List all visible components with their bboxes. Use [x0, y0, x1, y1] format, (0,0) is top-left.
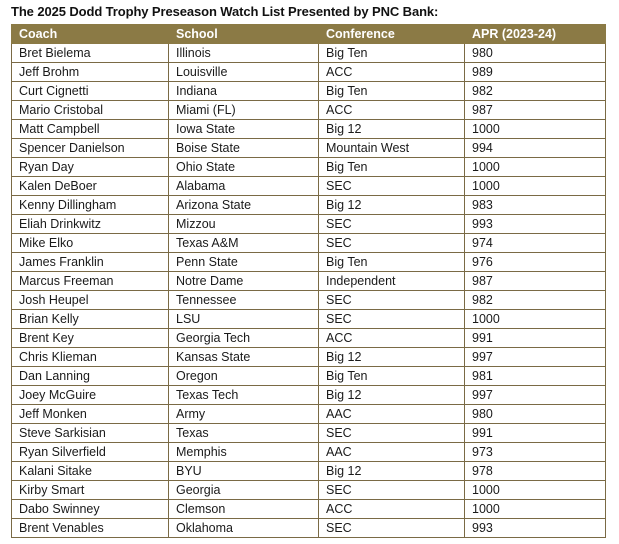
- cell-conference: SEC: [319, 177, 465, 196]
- cell-conference: Big Ten: [319, 158, 465, 177]
- cell-apr: 994: [465, 139, 606, 158]
- cell-apr: 987: [465, 272, 606, 291]
- cell-coach: Curt Cignetti: [12, 82, 169, 101]
- cell-school: Oklahoma: [169, 519, 319, 538]
- table-row: [12, 310, 606, 329]
- cell-school: Oregon: [169, 367, 319, 386]
- column-header-conference: Conference: [319, 25, 465, 44]
- cell-apr: 1000: [465, 500, 606, 519]
- cell-school: Texas Tech: [169, 386, 319, 405]
- table-row: [12, 82, 606, 101]
- cell-apr: 991: [465, 424, 606, 443]
- table-row: [12, 234, 606, 253]
- cell-coach: Chris Klieman: [12, 348, 169, 367]
- table-row: [12, 462, 606, 481]
- cell-apr: 993: [465, 519, 606, 538]
- table-row: [12, 215, 606, 234]
- table-row: [12, 481, 606, 500]
- cell-conference: SEC: [319, 215, 465, 234]
- table-row: [12, 101, 606, 120]
- cell-apr: 982: [465, 291, 606, 310]
- cell-coach: Mario Cristobal: [12, 101, 169, 120]
- cell-apr: 997: [465, 348, 606, 367]
- cell-school: Louisville: [169, 63, 319, 82]
- cell-conference: Independent: [319, 272, 465, 291]
- cell-conference: Big Ten: [319, 367, 465, 386]
- cell-school: LSU: [169, 310, 319, 329]
- table-row: [12, 443, 606, 462]
- cell-school: Alabama: [169, 177, 319, 196]
- cell-conference: Big 12: [319, 196, 465, 215]
- cell-coach: Steve Sarkisian: [12, 424, 169, 443]
- table-row: [12, 348, 606, 367]
- cell-school: Georgia Tech: [169, 329, 319, 348]
- table-row: [12, 120, 606, 139]
- cell-conference: ACC: [319, 63, 465, 82]
- cell-conference: Big Ten: [319, 253, 465, 272]
- cell-conference: Big 12: [319, 462, 465, 481]
- cell-conference: SEC: [319, 424, 465, 443]
- cell-school: BYU: [169, 462, 319, 481]
- cell-apr: 987: [465, 101, 606, 120]
- cell-apr: 983: [465, 196, 606, 215]
- cell-coach: Kalani Sitake: [12, 462, 169, 481]
- cell-coach: Ryan Silverfield: [12, 443, 169, 462]
- page-title: The 2025 Dodd Trophy Preseason Watch List Presented by PNC Bank:: [11, 4, 439, 19]
- table-row: [12, 44, 606, 63]
- cell-conference: SEC: [319, 310, 465, 329]
- cell-apr: 1000: [465, 158, 606, 177]
- cell-apr: 973: [465, 443, 606, 462]
- cell-school: Tennessee: [169, 291, 319, 310]
- cell-coach: Eliah Drinkwitz: [12, 215, 169, 234]
- cell-apr: 980: [465, 405, 606, 424]
- cell-coach: Ryan Day: [12, 158, 169, 177]
- cell-apr: 1000: [465, 120, 606, 139]
- cell-coach: Jeff Brohm: [12, 63, 169, 82]
- cell-apr: 989: [465, 63, 606, 82]
- cell-conference: Big 12: [319, 120, 465, 139]
- cell-apr: 980: [465, 44, 606, 63]
- cell-conference: AAC: [319, 405, 465, 424]
- cell-school: Mizzou: [169, 215, 319, 234]
- cell-coach: Josh Heupel: [12, 291, 169, 310]
- cell-school: Boise State: [169, 139, 319, 158]
- cell-conference: ACC: [319, 329, 465, 348]
- cell-apr: 982: [465, 82, 606, 101]
- cell-coach: Brent Venables: [12, 519, 169, 538]
- cell-apr: 976: [465, 253, 606, 272]
- cell-school: Georgia: [169, 481, 319, 500]
- table-row: [12, 63, 606, 82]
- cell-school: Indiana: [169, 82, 319, 101]
- table-row: [12, 139, 606, 158]
- table-row: [12, 367, 606, 386]
- cell-conference: SEC: [319, 234, 465, 253]
- table-row: [12, 196, 606, 215]
- table-row: [12, 158, 606, 177]
- cell-school: Arizona State: [169, 196, 319, 215]
- cell-conference: SEC: [319, 481, 465, 500]
- cell-school: Iowa State: [169, 120, 319, 139]
- cell-coach: Kalen DeBoer: [12, 177, 169, 196]
- cell-apr: 981: [465, 367, 606, 386]
- cell-conference: Big Ten: [319, 44, 465, 63]
- cell-apr: 993: [465, 215, 606, 234]
- cell-school: Notre Dame: [169, 272, 319, 291]
- table-row: [12, 291, 606, 310]
- cell-apr: 991: [465, 329, 606, 348]
- cell-coach: Spencer Danielson: [12, 139, 169, 158]
- cell-conference: AAC: [319, 443, 465, 462]
- table-row: [12, 177, 606, 196]
- watch-list-table: [11, 24, 606, 538]
- cell-school: Illinois: [169, 44, 319, 63]
- cell-conference: ACC: [319, 500, 465, 519]
- cell-coach: Brent Key: [12, 329, 169, 348]
- cell-conference: ACC: [319, 101, 465, 120]
- cell-coach: James Franklin: [12, 253, 169, 272]
- column-header-coach: Coach: [12, 25, 169, 44]
- cell-school: Memphis: [169, 443, 319, 462]
- table-row: [12, 424, 606, 443]
- table-header-row: [12, 25, 606, 44]
- cell-apr: 978: [465, 462, 606, 481]
- cell-coach: Bret Bielema: [12, 44, 169, 63]
- cell-apr: 1000: [465, 481, 606, 500]
- cell-conference: Big 12: [319, 386, 465, 405]
- column-header-school: School: [169, 25, 319, 44]
- table-body: [12, 44, 606, 538]
- cell-school: Penn State: [169, 253, 319, 272]
- cell-apr: 974: [465, 234, 606, 253]
- cell-conference: SEC: [319, 291, 465, 310]
- cell-conference: Big 12: [319, 348, 465, 367]
- cell-apr: 997: [465, 386, 606, 405]
- cell-school: Texas A&M: [169, 234, 319, 253]
- cell-school: Ohio State: [169, 158, 319, 177]
- cell-coach: Mike Elko: [12, 234, 169, 253]
- cell-coach: Joey McGuire: [12, 386, 169, 405]
- table-row: [12, 272, 606, 291]
- cell-school: Kansas State: [169, 348, 319, 367]
- cell-school: Army: [169, 405, 319, 424]
- table-row: [12, 500, 606, 519]
- table-row: [12, 519, 606, 538]
- cell-school: Clemson: [169, 500, 319, 519]
- cell-conference: SEC: [319, 519, 465, 538]
- cell-coach: Matt Campbell: [12, 120, 169, 139]
- cell-coach: Kirby Smart: [12, 481, 169, 500]
- cell-school: Miami (FL): [169, 101, 319, 120]
- cell-conference: Big Ten: [319, 82, 465, 101]
- table-row: [12, 253, 606, 272]
- cell-coach: Jeff Monken: [12, 405, 169, 424]
- cell-conference: Mountain West: [319, 139, 465, 158]
- table-row: [12, 329, 606, 348]
- cell-coach: Dabo Swinney: [12, 500, 169, 519]
- table-row: [12, 386, 606, 405]
- cell-coach: Brian Kelly: [12, 310, 169, 329]
- cell-coach: Dan Lanning: [12, 367, 169, 386]
- column-header-apr: APR (2023-24): [465, 25, 606, 44]
- cell-coach: Marcus Freeman: [12, 272, 169, 291]
- cell-apr: 1000: [465, 177, 606, 196]
- table-row: [12, 405, 606, 424]
- cell-apr: 1000: [465, 310, 606, 329]
- cell-coach: Kenny Dillingham: [12, 196, 169, 215]
- cell-school: Texas: [169, 424, 319, 443]
